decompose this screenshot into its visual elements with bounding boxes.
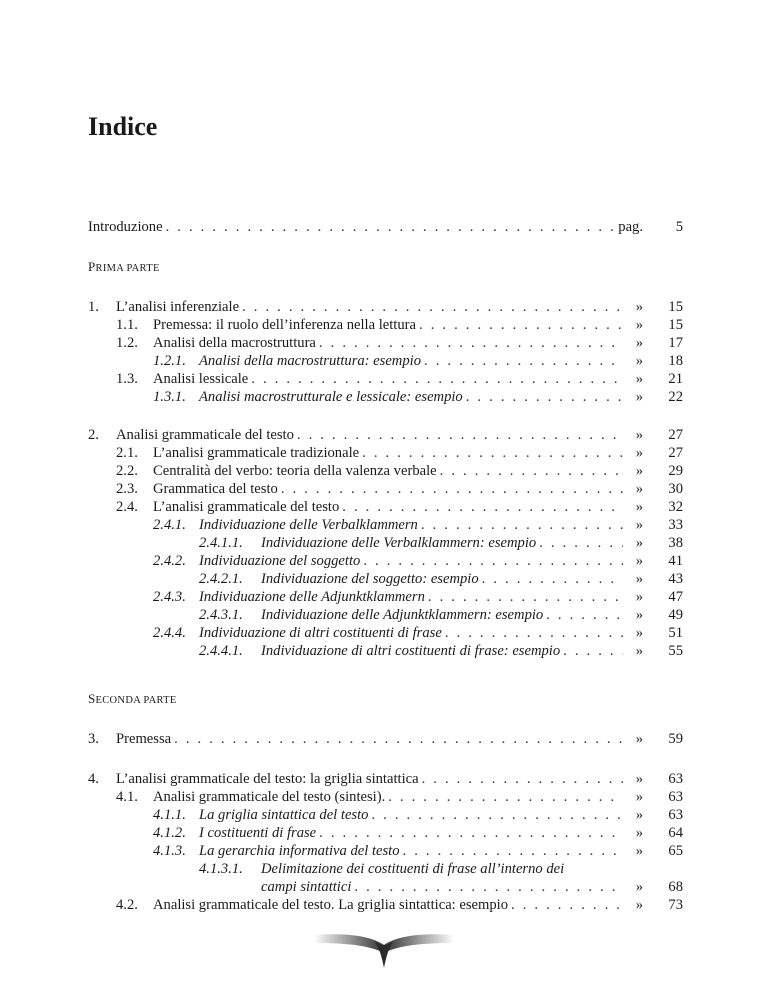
toc-entry-label: L’analisi grammaticale tradizionale bbox=[153, 445, 360, 461]
page-marker: » bbox=[635, 463, 643, 479]
toc-entry[interactable] bbox=[88, 860, 683, 878]
page-number: 17 bbox=[668, 335, 683, 351]
leader-dots bbox=[539, 534, 623, 552]
page-marker: pag. bbox=[618, 219, 643, 235]
leader-dots bbox=[422, 770, 623, 788]
toc-entry[interactable] bbox=[88, 642, 683, 660]
toc-entry-label: Analisi grammaticale del testo (sintesi). bbox=[153, 789, 386, 805]
toc-entry[interactable] bbox=[88, 516, 683, 534]
page-number: 65 bbox=[668, 843, 683, 859]
leader-dots bbox=[428, 588, 623, 606]
toc-entry-number: 1.2.1. bbox=[153, 353, 186, 369]
toc-entry-label: Analisi macrostrutturale e lessicale: esempio bbox=[199, 389, 463, 405]
leader-dots bbox=[354, 878, 623, 896]
page-number: 63 bbox=[668, 807, 683, 823]
page-marker: » bbox=[635, 897, 643, 913]
toc-entry-number: 1.1. bbox=[116, 317, 138, 333]
toc-entry[interactable] bbox=[88, 730, 683, 748]
page-marker: » bbox=[635, 427, 643, 443]
toc-entry-label: Individuazione di altri costituenti di frase bbox=[199, 625, 442, 641]
toc-entry[interactable] bbox=[88, 480, 683, 498]
page-marker: » bbox=[635, 643, 643, 659]
toc-entry[interactable] bbox=[88, 770, 683, 788]
page-title: Indice bbox=[88, 112, 158, 141]
toc-entry-label: La griglia sintattica del testo bbox=[199, 807, 369, 823]
page-marker: » bbox=[635, 731, 643, 747]
part-initial: S bbox=[88, 691, 96, 706]
page-number: 51 bbox=[668, 625, 683, 641]
toc-entry[interactable] bbox=[88, 606, 683, 624]
page-number: 63 bbox=[668, 789, 683, 805]
page-number: 55 bbox=[668, 643, 683, 659]
toc-entry-label: Analisi grammaticale del testo. La griglia sintattica: esempio bbox=[153, 897, 509, 913]
page-number: 27 bbox=[668, 445, 683, 461]
leader-dots bbox=[421, 516, 623, 534]
toc-entry-number: 4.1.3.1. bbox=[199, 861, 243, 877]
leader-dots bbox=[440, 462, 623, 480]
toc-entry[interactable] bbox=[88, 552, 683, 570]
toc-entry-label: Centralità del verbo: teoria della valenza verbale bbox=[153, 463, 437, 479]
toc-entry-label: Premessa bbox=[116, 731, 172, 747]
toc-entry-number: 2.1. bbox=[116, 445, 138, 461]
toc-entry-number: 2.4.1.1. bbox=[199, 535, 243, 551]
toc-entry[interactable] bbox=[88, 426, 683, 444]
page-number: 49 bbox=[668, 607, 683, 623]
part-heading-prima bbox=[88, 258, 683, 276]
toc-entry-number: 4.1.3. bbox=[153, 843, 186, 859]
leader-dots bbox=[363, 552, 623, 570]
page-number: 29 bbox=[668, 463, 683, 479]
toc-entry-label: Analisi della macrostruttura bbox=[153, 335, 316, 351]
toc-entry-number: 1.3. bbox=[116, 371, 138, 387]
leader-dots bbox=[563, 642, 623, 660]
page-marker: » bbox=[635, 807, 643, 823]
page-marker: » bbox=[635, 517, 643, 533]
toc-entry-number: 2.4.3. bbox=[153, 589, 186, 605]
leader-dots bbox=[466, 388, 623, 406]
toc-entry[interactable] bbox=[88, 370, 683, 388]
leader-dots bbox=[297, 426, 623, 444]
toc-entry-label: campi sintattici bbox=[261, 879, 352, 895]
leader-dots bbox=[166, 218, 613, 236]
page-marker: » bbox=[635, 879, 643, 895]
toc-entry[interactable] bbox=[88, 788, 683, 806]
page-number: 30 bbox=[668, 481, 683, 497]
leader-dots bbox=[445, 624, 623, 642]
toc-entry-label: L’analisi grammaticale del testo bbox=[153, 499, 340, 515]
page-number: 21 bbox=[668, 371, 683, 387]
page-number: 68 bbox=[668, 879, 683, 895]
page-number: 73 bbox=[668, 897, 683, 913]
toc-entry[interactable] bbox=[88, 806, 683, 824]
part-rest: ECONDA PARTE bbox=[95, 695, 177, 706]
toc-entry-number: 3. bbox=[88, 731, 99, 747]
page-marker: » bbox=[635, 499, 643, 515]
leader-dots bbox=[511, 896, 623, 914]
page-marker: » bbox=[635, 771, 643, 787]
toc-entry-label: Individuazione del soggetto: esempio bbox=[261, 571, 479, 587]
decorative-ornament-icon bbox=[314, 925, 454, 970]
page-marker: » bbox=[635, 789, 643, 805]
toc-entry-number: 1.2. bbox=[116, 335, 138, 351]
leader-dots bbox=[342, 498, 623, 516]
page-marker: » bbox=[635, 389, 643, 405]
table-of-contents bbox=[88, 218, 683, 914]
toc-entry-label: Analisi lessicale bbox=[153, 371, 249, 387]
page-number: 18 bbox=[668, 353, 683, 369]
page-marker: » bbox=[635, 353, 643, 369]
page-number: 43 bbox=[668, 571, 683, 587]
page-number: 63 bbox=[668, 771, 683, 787]
toc-entry[interactable] bbox=[88, 316, 683, 334]
toc-entry[interactable] bbox=[88, 334, 683, 352]
page-number: 59 bbox=[668, 731, 683, 747]
toc-entry-number: 2.3. bbox=[116, 481, 138, 497]
leader-dots bbox=[546, 606, 623, 624]
toc-entry-number: 2.2. bbox=[116, 463, 138, 479]
page-number: 5 bbox=[675, 219, 683, 235]
toc-entry-number: 4. bbox=[88, 771, 99, 787]
leader-dots bbox=[319, 334, 623, 352]
page-number: 27 bbox=[668, 427, 683, 443]
leader-dots bbox=[482, 570, 623, 588]
toc-entry-number: 2.4.4.1. bbox=[199, 643, 243, 659]
toc-entry-label: Analisi della macrostruttura: esempio bbox=[199, 353, 421, 369]
page-marker: » bbox=[635, 535, 643, 551]
toc-entry[interactable] bbox=[88, 298, 683, 316]
page-marker: » bbox=[635, 445, 643, 461]
toc-entry-number: 4.1. bbox=[116, 789, 138, 805]
part-heading-seconda bbox=[88, 690, 683, 708]
part-rest: RIMA PARTE bbox=[95, 263, 160, 274]
toc-entry[interactable] bbox=[88, 352, 683, 370]
leader-dots bbox=[281, 480, 623, 498]
page-marker: » bbox=[635, 843, 643, 859]
leader-dots bbox=[424, 352, 623, 370]
toc-entry-label: Individuazione di altri costituenti di frase: esempio bbox=[261, 643, 561, 659]
leader-dots bbox=[362, 444, 623, 462]
toc-entry-number: 4.1.1. bbox=[153, 807, 186, 823]
toc-entry-number: 2.4.2.1. bbox=[199, 571, 243, 587]
page-number: 32 bbox=[668, 499, 683, 515]
page-number: 22 bbox=[668, 389, 683, 405]
toc-entry-number: 1. bbox=[88, 299, 99, 315]
page-number: 38 bbox=[668, 535, 683, 551]
toc-entry-label: Individuazione delle Verbalklammern: esempio bbox=[261, 535, 537, 551]
toc-entry[interactable] bbox=[88, 842, 683, 860]
toc-entry-label: Analisi grammaticale del testo bbox=[116, 427, 294, 443]
toc-entry-number: 2.4.2. bbox=[153, 553, 186, 569]
leader-dots bbox=[388, 788, 623, 806]
toc-entry-label: La gerarchia informativa del testo bbox=[199, 843, 400, 859]
toc-entry[interactable] bbox=[88, 462, 683, 480]
toc-entry[interactable] bbox=[88, 388, 683, 406]
toc-entry[interactable] bbox=[88, 896, 683, 914]
toc-entry-number: 2.4.3.1. bbox=[199, 607, 243, 623]
page-marker: » bbox=[635, 571, 643, 587]
toc-entry-label: Grammatica del testo bbox=[153, 481, 278, 497]
leader-dots bbox=[371, 806, 623, 824]
toc-entry-number: 2.4.4. bbox=[153, 625, 186, 641]
toc-entry[interactable] bbox=[88, 444, 683, 462]
toc-entry-label: Individuazione delle Adjunktklammern bbox=[199, 589, 425, 605]
toc-entry-number: 4.1.2. bbox=[153, 825, 186, 841]
toc-entry-number: 4.2. bbox=[116, 897, 138, 913]
toc-entry[interactable] bbox=[88, 588, 683, 606]
leader-dots bbox=[403, 842, 623, 860]
page-marker: » bbox=[635, 299, 643, 315]
toc-entry[interactable] bbox=[88, 498, 683, 516]
toc-entry-number: 1.3.1. bbox=[153, 389, 186, 405]
toc-entry-continuation[interactable] bbox=[88, 878, 683, 896]
page-marker: » bbox=[635, 553, 643, 569]
leader-dots bbox=[319, 824, 623, 842]
leader-dots bbox=[174, 730, 623, 748]
toc-entry-label: Introduzione bbox=[88, 219, 163, 235]
toc-entry-label: L’analisi grammaticale del testo: la griglia sintattica bbox=[116, 771, 419, 787]
leader-dots bbox=[251, 370, 623, 388]
page-marker: » bbox=[635, 607, 643, 623]
page-number: 64 bbox=[668, 825, 683, 841]
toc-entry-label: I costituenti di frase bbox=[199, 825, 317, 841]
page-marker: » bbox=[635, 825, 643, 841]
part-initial: P bbox=[88, 259, 96, 274]
toc-entry[interactable] bbox=[88, 624, 683, 642]
page-number: 41 bbox=[668, 553, 683, 569]
toc-entry-number: 2. bbox=[88, 427, 99, 443]
toc-entry-label: L’analisi inferenziale bbox=[116, 299, 240, 315]
page-marker: » bbox=[635, 335, 643, 351]
page-number: 15 bbox=[668, 299, 683, 315]
page-marker: » bbox=[635, 481, 643, 497]
toc-entry[interactable] bbox=[88, 824, 683, 842]
toc-entry-label: Individuazione delle Adjunktklammern: esempio bbox=[261, 607, 544, 623]
toc-entry-label: Individuazione delle Verbalklammern bbox=[199, 517, 418, 533]
toc-entry-introduzione[interactable] bbox=[88, 218, 683, 236]
leader-dots bbox=[242, 298, 623, 316]
toc-entry[interactable] bbox=[88, 570, 683, 588]
page-marker: » bbox=[635, 625, 643, 641]
toc-entry-label: Individuazione del soggetto bbox=[199, 553, 361, 569]
toc-entry-label: Delimitazione dei costituenti di frase all’interno dei bbox=[261, 861, 565, 877]
page-number: 47 bbox=[668, 589, 683, 605]
toc-entry-number: 2.4.1. bbox=[153, 517, 186, 533]
page-number: 15 bbox=[668, 317, 683, 333]
page-marker: » bbox=[635, 317, 643, 333]
page-marker: » bbox=[635, 589, 643, 605]
toc-entry-number: 2.4. bbox=[116, 499, 138, 515]
page-marker: » bbox=[635, 371, 643, 387]
toc-entry-label: Premessa: il ruolo dell’inferenza nella lettura bbox=[153, 317, 416, 333]
page-number: 33 bbox=[668, 517, 683, 533]
leader-dots bbox=[419, 316, 623, 334]
toc-entry[interactable] bbox=[88, 534, 683, 552]
